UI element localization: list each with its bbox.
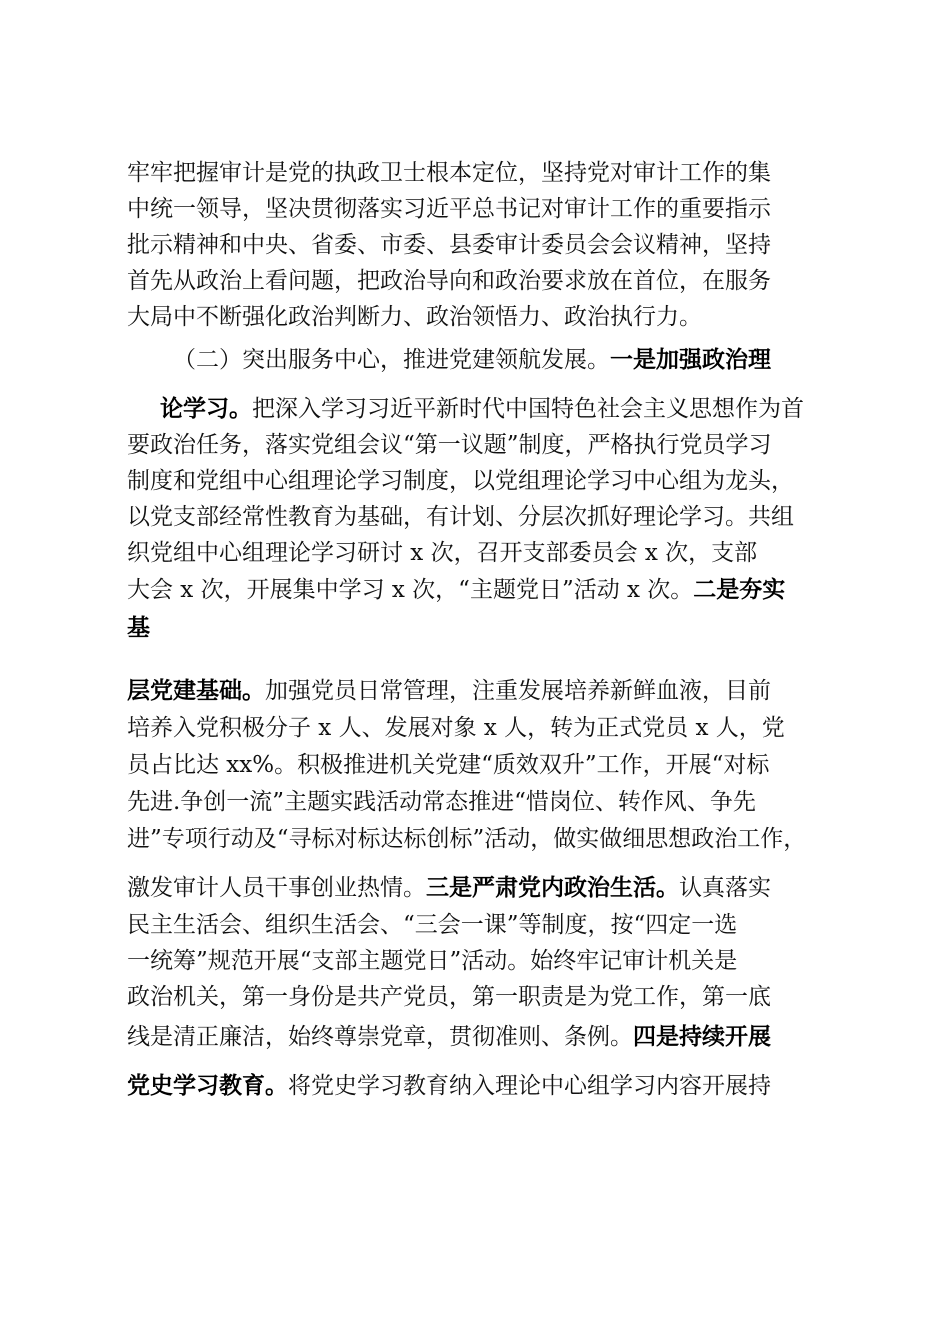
- body-line: 织党组中心组理论学习研讨 x 次，召开支部委员会 x 次，支部: [127, 540, 758, 566]
- body-line: 大会 x 次，开展集中学习 x 次，“主题党日”活动 x 次。二是夯实: [127, 577, 786, 603]
- body-line: 首先从政治上看问题，把政治导向和政治要求放在首位，在服务: [127, 268, 771, 294]
- bold-lead-phrase: 一是加强政治理: [610, 347, 771, 373]
- body-line: 层党建基础。加强党员日常管理，注重发展培养新鲜血液，目前: [127, 678, 771, 704]
- body-line: 以党支部经常性教育为基础，有计划、分层次抓好理论学习。共组: [127, 504, 794, 530]
- body-line: 中统一领导，坚决贯彻落实习近平总书记对审计工作的重要指示: [127, 196, 771, 222]
- body-line: 线是清正廉洁，始终尊崇党章，贯彻准则、条例。四是持续开展: [127, 1024, 771, 1050]
- bold-lead-phrase: 四是持续开展: [633, 1024, 771, 1050]
- body-line: 党史学习教育。将党史学习教育纳入理论中心组学习内容开展持: [127, 1073, 771, 1099]
- bold-lead-phrase: 三是严肃党内政治生活。: [426, 875, 679, 901]
- bold-lead-phrase: 二是夯实: [693, 577, 786, 603]
- body-line: 论学习。把深入学习习近平新时代中国特色社会主义思想作为首: [160, 396, 804, 422]
- body-line: 要政治任务，落实党组会议“第一议题”制度，严格执行党员学习: [127, 432, 772, 458]
- bold-lead-phrase: 党史学习教育。: [127, 1073, 288, 1099]
- bold-lead-phrase: 层党建基础。: [127, 678, 265, 704]
- body-line: 制度和党组中心组理论学习制度，以党组理论学习中心组为龙头，: [127, 468, 794, 494]
- bold-lead-phrase: 论学习。: [160, 396, 252, 422]
- body-line: 先进.争创一流”主题实践活动常态推进“惜岗位、转作风、争先: [127, 789, 756, 815]
- body-line: 政治机关，第一身份是共产党员，第一职责是为党工作，第一底: [127, 984, 771, 1010]
- body-line: 民主生活会、组织生活会、“三会一课”等制度，按“四定一选: [127, 912, 738, 938]
- body-line: 进”专项行动及“寻标对标达标创标”活动，做实做细思想政治工作，: [127, 826, 807, 852]
- body-line: 批示精神和中央、省委、市委、县委审计委员会会议精神，坚持: [127, 232, 771, 258]
- body-line: 激发审计人员干事创业热情。三是严肃党内政治生活。认真落实: [127, 875, 771, 901]
- body-line: 一统筹”规范开展“支部主题党日”活动。始终牢记审计机关是: [127, 948, 738, 974]
- body-line: [127, 613, 150, 643]
- body-line: 员占比达 xx%。积极推进机关党建“质效双升”工作，开展“对标: [127, 752, 770, 778]
- body-line: 大局中不断强化政治判断力、政治领悟力、政治执行力。: [127, 304, 702, 330]
- body-line: 牢牢把握审计是党的执政卫士根本定位，坚持党对审计工作的集: [127, 160, 771, 186]
- body-line: 培养入党积极分子 x 人、发展对象 x 人，转为正式党员 x 人，党: [127, 715, 785, 741]
- bold-lead-phrase: 基: [127, 615, 150, 641]
- section-heading-line: （二）突出服务中心，推进党建领航发展。一是加强政治理: [173, 347, 771, 373]
